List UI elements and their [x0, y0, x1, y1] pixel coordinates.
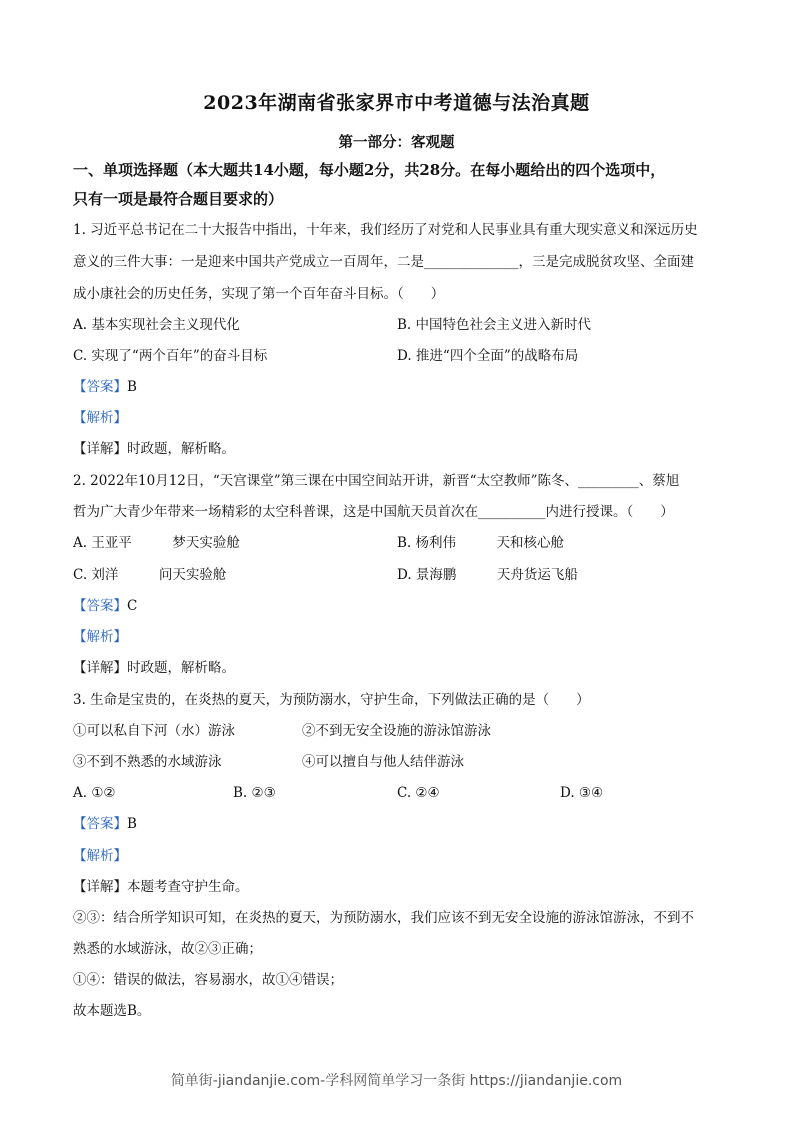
q2-stem-line-1: 2. 2022年10月12日，“天宫课堂”第三课在中国空间站开讲，新晋“太空教师”陈冬、_________、蔡旭	[73, 473, 680, 489]
q1-option-c: C. 实现了“两个百年”的奋斗目标	[73, 348, 268, 364]
q3-explanation-line-2: 熟悉的水域游泳，故②③正确；	[73, 941, 262, 957]
answer-value: B	[127, 379, 137, 395]
q3-option-b: B. ②③	[233, 785, 276, 801]
section-heading-line-1: 一、单项选择题（本大题共14小题，每小题2分，共28分。在每小题给出的四个选项中，	[73, 161, 666, 179]
q1-option-b: B. 中国特色社会主义进入新时代	[397, 317, 592, 333]
q1-stem-line-2: 意义的三件大事：一是迎来中国共产党成立一百周年，二是______________，三是完成脱贫攻坚、全面建	[73, 254, 694, 270]
q2-stem-line-2: 哲为广大青少年带来一场精彩的太空科普课，这是中国航天员首次在__________内进行授课。（ ）	[73, 504, 674, 520]
q1-analysis	[73, 407, 733, 429]
q1-answer	[73, 376, 733, 398]
q3-answer	[73, 813, 733, 835]
q3-explanation-line-3: ①④：错误的做法，容易溺水，故①④错误；	[73, 972, 343, 988]
section-heading-line-2: 只有一项是最符合题目要求的）	[73, 190, 284, 208]
q3-statement-3: ③不到不熟悉的水域游泳	[73, 754, 222, 770]
analysis-tag: 【解析】	[73, 848, 127, 864]
q3-statement-1: ①可以私自下河（水）游泳	[73, 723, 235, 739]
q3-option-d: D. ③④	[560, 785, 604, 801]
q1-detail	[73, 438, 733, 460]
detail-text: 时政题，解析略。	[127, 660, 235, 676]
detail-text: 本题考查守护生命。	[127, 879, 249, 895]
page-title: 2023年湖南省张家界市中考道德与法治真题	[203, 92, 590, 114]
detail-tag: 【详解】	[73, 660, 127, 676]
q3-explanation-line-1: ②③：结合所学知识可知，在炎热的夏天，为预防溺水，我们应该不到无安全设施的游泳馆游泳，不到不	[73, 910, 694, 926]
q2-answer	[73, 595, 733, 617]
answer-tag: 【答案】	[73, 598, 127, 614]
q1-stem-line-3: 成小康社会的历史任务，实现了第一个百年奋斗目标。（ ）	[73, 286, 445, 302]
answer-tag: 【答案】	[73, 816, 127, 832]
q3-analysis	[73, 845, 733, 867]
answer-value: C	[127, 598, 138, 614]
footer-watermark: 简单街-jiandanjie.com-学科网简单学习一条街 https://jiandanjie.com	[170, 1073, 623, 1089]
part-heading: 第一部分：客观题	[338, 134, 455, 151]
q3-detail	[73, 876, 733, 898]
q2-option-a: A. 王亚平 梦天实验舱	[73, 535, 240, 551]
q3-option-c: C. ②④	[397, 785, 440, 801]
q3-statement-2: ②不到无安全设施的游泳馆游泳	[302, 723, 491, 739]
analysis-tag: 【解析】	[73, 629, 127, 645]
q1-stem-line-1: 1. 习近平总书记在二十大报告中指出，十年来，我们经历了对党和人民事业具有重大现实意义和深远历史	[73, 222, 698, 238]
q3-option-a: A. ①②	[73, 785, 116, 801]
q1-option-d: D. 推进“四个全面”的战略布局	[397, 348, 579, 364]
q3-statement-4: ④可以擅自与他人结伴游泳	[302, 754, 464, 770]
q2-analysis	[73, 626, 733, 648]
detail-tag: 【详解】	[73, 879, 127, 895]
q2-option-d: D. 景海鹏 天舟货运飞船	[397, 567, 578, 583]
analysis-tag: 【解析】	[73, 410, 127, 426]
answer-tag: 【答案】	[73, 379, 127, 395]
detail-tag: 【详解】	[73, 441, 127, 457]
q2-option-b: B. 杨利伟 天和核心舱	[397, 535, 565, 551]
q2-option-c: C. 刘洋 问天实验舱	[73, 567, 227, 583]
q3-explanation-line-4: 故本题选B。	[73, 1003, 151, 1019]
q2-detail	[73, 657, 733, 679]
answer-value: B	[127, 816, 137, 832]
q3-stem: 3. 生命是宝贵的，在炎热的夏天，为预防溺水，守护生命，下列做法正确的是（ ）	[73, 692, 590, 708]
q1-option-a: A. 基本实现社会主义现代化	[73, 317, 240, 333]
detail-text: 时政题，解析略。	[127, 441, 235, 457]
